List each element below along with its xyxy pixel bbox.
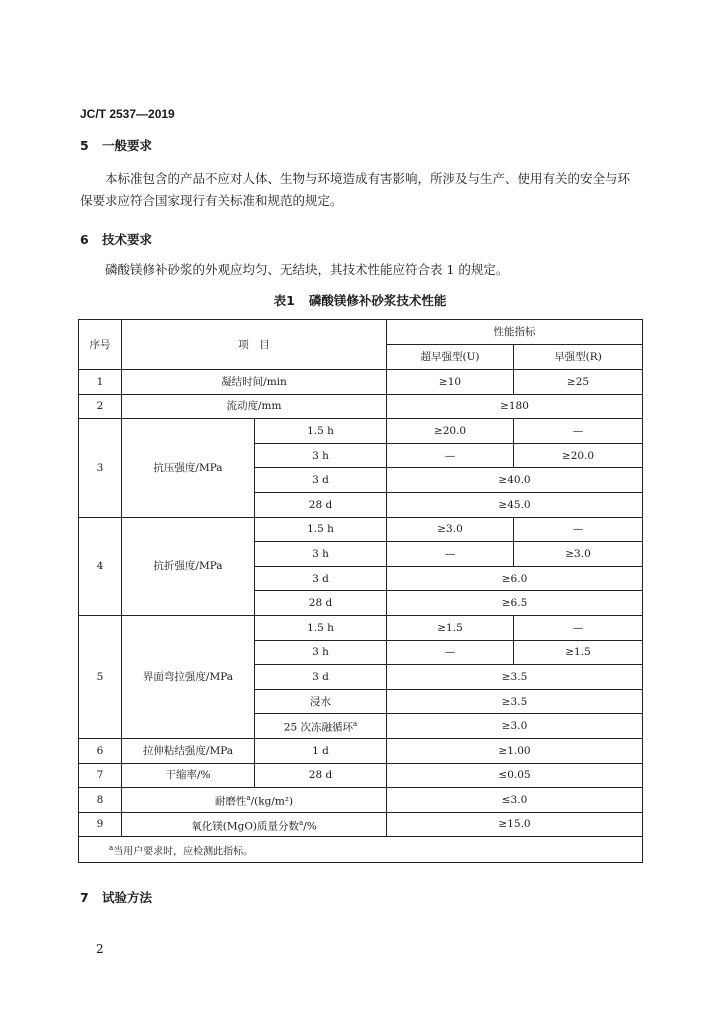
row-9-value: ≥15.0 xyxy=(387,812,643,837)
section-5-number: 5 xyxy=(80,138,89,153)
section-6-number: 6 xyxy=(80,232,89,247)
section-7-title: 试验方法 xyxy=(102,890,153,905)
row-1-seq: 1 xyxy=(79,370,122,395)
row-4-value: ≥6.5 xyxy=(387,591,643,616)
row-2-value: ≥180 xyxy=(387,394,643,419)
table-row xyxy=(79,394,643,419)
header-item: 项 目 xyxy=(122,320,387,370)
footnote-marker: a xyxy=(246,794,251,803)
row-1-u: ≥10 xyxy=(387,370,514,395)
row-7-value: ≤0.05 xyxy=(387,763,643,788)
row-5-r: ≥1.5 xyxy=(514,640,643,665)
row-5-value: ≥3.5 xyxy=(387,689,643,714)
row-5-age-freeze-thaw xyxy=(255,714,387,739)
section-6-text: 磷酸镁修补砂浆的外观应均匀、无结块，其技术性能应符合表 1 的规定。 xyxy=(105,262,509,277)
row-5-age-text: 25 次冻融循环 xyxy=(283,721,353,734)
row-4-r: — xyxy=(514,517,643,542)
row-5-age: 1.5 h xyxy=(255,615,387,640)
row-6-value: ≥1.00 xyxy=(387,738,643,763)
footnote-text: 当用户要求时，应检测此指标。 xyxy=(113,845,254,857)
table-row xyxy=(79,763,643,788)
row-4-value: ≥6.0 xyxy=(387,566,643,591)
table-header-row xyxy=(79,320,643,345)
table-caption xyxy=(80,291,640,309)
row-1-r: ≥25 xyxy=(514,370,643,395)
footnote-marker: a xyxy=(299,818,304,827)
row-3-value: ≥40.0 xyxy=(387,468,643,493)
row-4-age: 28 d xyxy=(255,591,387,616)
row-5-value: ≥3.0 xyxy=(387,714,643,739)
row-4-age: 1.5 h xyxy=(255,517,387,542)
row-8-item-unit: /(kg/m²) xyxy=(250,795,294,808)
row-3-age: 28 d xyxy=(255,492,387,517)
section-6-title: 技术要求 xyxy=(102,232,153,247)
row-4-r: ≥3.0 xyxy=(514,542,643,567)
row-7-age: 28 d xyxy=(255,763,387,788)
row-8-value: ≤3.0 xyxy=(387,788,643,813)
row-1-item: 凝结时间/min xyxy=(122,370,387,395)
section-6-paragraph xyxy=(80,259,640,281)
header-type-u: 超早强型(U) xyxy=(387,345,514,370)
row-3-age: 1.5 h xyxy=(255,419,387,444)
header-performance: 性能指标 xyxy=(387,320,643,345)
table-row xyxy=(79,370,643,395)
row-5-u: ≥1.5 xyxy=(387,615,514,640)
header-seq: 序号 xyxy=(79,320,122,370)
footnote-marker: a xyxy=(353,720,358,729)
row-6-seq: 6 xyxy=(79,738,122,763)
row-5-seq: 5 xyxy=(79,615,122,738)
table-caption-text: 磷酸镁修补砂浆技术性能 xyxy=(308,293,447,308)
row-4-item: 抗折强度/MPa xyxy=(122,517,255,615)
section-7-number: 7 xyxy=(80,890,89,905)
row-4-seq: 4 xyxy=(79,517,122,615)
table-row xyxy=(79,738,643,763)
row-9-seq: 9 xyxy=(79,812,122,837)
footnote-marker: a xyxy=(109,843,114,852)
row-3-seq: 3 xyxy=(79,419,122,517)
table-footnote xyxy=(79,837,643,863)
standard-code: JC/T 2537—2019 xyxy=(80,107,175,121)
row-5-r: — xyxy=(514,615,643,640)
section-5-heading xyxy=(80,136,152,154)
row-9-item-name: 氧化镁(MgO)质量分数 xyxy=(191,820,300,833)
row-7-item: 干缩率/% xyxy=(122,763,255,788)
table-row xyxy=(79,419,643,444)
row-2-item: 流动度/mm xyxy=(122,394,387,419)
row-5-item: 界面弯拉强度/MPa xyxy=(122,615,255,738)
row-8-item-name: 耐磨性 xyxy=(214,795,247,808)
row-3-r: — xyxy=(514,419,643,444)
row-3-u: — xyxy=(387,443,514,468)
section-6-heading xyxy=(80,230,152,248)
row-7-seq: 7 xyxy=(79,763,122,788)
row-9-item-unit: /% xyxy=(303,820,317,833)
table-note-row xyxy=(79,837,643,863)
row-5-age: 浸水 xyxy=(255,689,387,714)
row-9-item xyxy=(122,812,387,837)
table-row xyxy=(79,788,643,813)
row-5-u: — xyxy=(387,640,514,665)
section-7-heading xyxy=(80,888,152,906)
row-4-u: — xyxy=(387,542,514,567)
row-2-seq: 2 xyxy=(79,394,122,419)
row-4-age: 3 h xyxy=(255,542,387,567)
header-type-r: 早强型(R) xyxy=(514,345,643,370)
row-3-item: 抗压强度/MPa xyxy=(122,419,255,517)
row-8-item xyxy=(122,788,387,813)
row-3-age: 3 h xyxy=(255,443,387,468)
row-6-item: 拉伸粘结强度/MPa xyxy=(122,738,255,763)
row-8-seq: 8 xyxy=(79,788,122,813)
page-number: 2 xyxy=(96,942,104,956)
section-5-paragraph xyxy=(80,168,640,212)
table-row xyxy=(79,615,643,640)
row-3-age: 3 d xyxy=(255,468,387,493)
row-3-value: ≥45.0 xyxy=(387,492,643,517)
row-4-u: ≥3.0 xyxy=(387,517,514,542)
table-caption-number: 表1 xyxy=(273,293,295,308)
row-5-age: 3 h xyxy=(255,640,387,665)
row-3-u: ≥20.0 xyxy=(387,419,514,444)
row-3-r: ≥20.0 xyxy=(514,443,643,468)
row-6-age: 1 d xyxy=(255,738,387,763)
row-4-age: 3 d xyxy=(255,566,387,591)
row-5-value: ≥3.5 xyxy=(387,665,643,690)
section-5-text: 本标准包含的产品不应对人体、生物与环境造成有害影响，所涉及与生产、使用有关的安全与环保要求应符合国家现行有关标准和规范的规定。 xyxy=(80,171,631,208)
section-5-title: 一般要求 xyxy=(102,138,153,153)
table-row xyxy=(79,517,643,542)
row-5-age: 3 d xyxy=(255,665,387,690)
table-row xyxy=(79,812,643,837)
spec-table xyxy=(78,319,643,863)
